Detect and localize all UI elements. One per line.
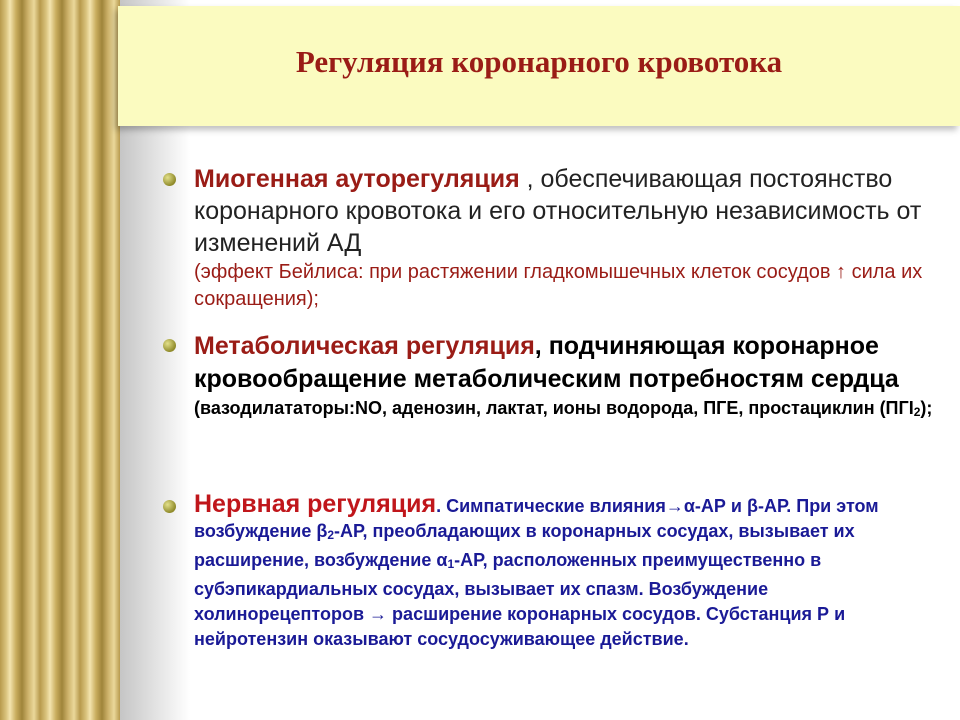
item-lead: Нервная регуляция	[194, 490, 437, 518]
item-metabolic	[194, 330, 934, 425]
item-myogenic	[194, 163, 934, 313]
slide-title: Регуляция коронарного кровотока	[295, 44, 783, 79]
item-note: (эффект Бейлиса: при растяжении гладкомышечных клеток сосудов ↑ сила их сокращения);	[194, 261, 923, 310]
bullet-icon	[163, 173, 176, 186]
note-part: (вазодилататоры:NO, аденозин, лактат, ионы водорода, ПГЕ, простациклин (ПГI	[194, 398, 914, 418]
item-text: -АР, расположенных преимущественно в субэпикардиальных сосудах, вызывает их спазм. Возбуждение холинорецепторов → расширение коронарных сосудов. Субстанция Р и нейротензин оказывают сосудосуживающее действие.	[194, 550, 846, 649]
item-text: -АР, преобладающих в коронарных сосудах, вызывает их расширение, возбуждение α	[194, 521, 855, 570]
item-text: , подчиняющая коронарное кровообращение метаболическим потребностям сердца	[194, 332, 899, 393]
item-lead: Метаболическая регуляция	[194, 332, 535, 360]
subscript: 2	[327, 528, 335, 542]
item-text: , обеспечивающая постоянство коронарного кровотока и его относительную независимость от изменений АД	[194, 165, 922, 257]
item-note	[194, 396, 934, 425]
item-nervous	[194, 492, 934, 652]
item-lead: Миогенная ауторегуляция	[194, 165, 520, 193]
bullet-icon	[163, 339, 176, 352]
subscript: 2	[913, 405, 921, 419]
bullet-icon	[163, 500, 176, 513]
note-part: );	[920, 398, 933, 418]
decorative-column-panel	[0, 0, 120, 720]
subscript: 1	[447, 557, 455, 571]
item-text: . Симпатические влияния→α-АР и β-АР. При этом возбуждение β	[194, 496, 879, 541]
